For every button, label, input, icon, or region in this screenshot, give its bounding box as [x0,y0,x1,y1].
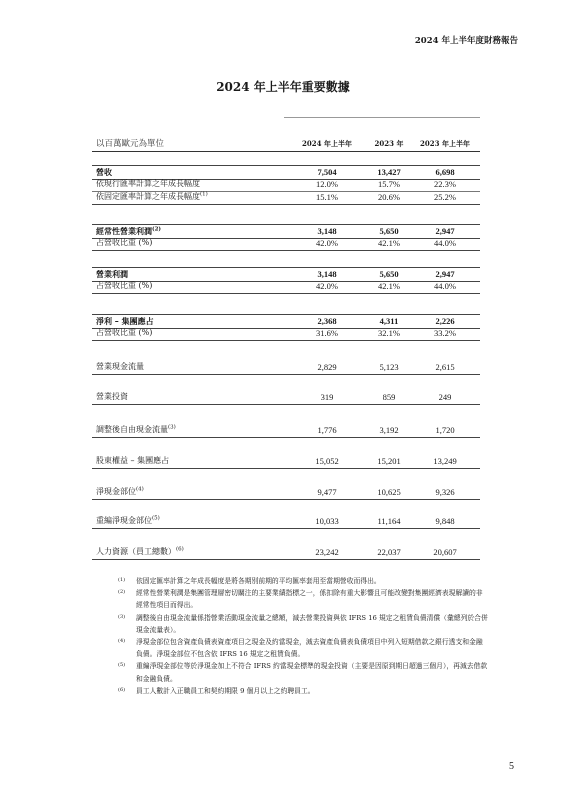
value-h1-2024: 12.0% [316,179,338,189]
footnote-text: 重編淨現金部位等於淨現金加上不符合 IFRS 約當現金標準的現金投資（主要是因原到期日超過三個月），再減去借款和金融負債。 [136,662,488,683]
value-h1-2023: 44.0% [434,281,456,291]
value-h1-2024: 10,033 [315,516,339,526]
footnote-text: 經常性營業利潤是集團管理層密切關注的主要業績指標之一，係扣除有重大影響且可能改變對集團經濟表現解讀的非經常性項目而得出。 [136,589,483,610]
table-row [92,391,480,405]
value-h1-2024: 2,829 [317,362,337,372]
table-row [92,178,480,192]
value-h1-2024: 42.0% [316,238,338,248]
value-fy-2023: 22,037 [377,547,401,557]
value-h1-2023: 9,326 [435,487,455,497]
table-row [92,486,480,500]
column-header-h1-2023: 2023 年上半年 [420,139,470,148]
column-header-h1-2024: 2024 年上半年 [302,139,352,148]
row-label-text: 股東權益 – 集團應占 [96,456,170,465]
row-label-text: 營業投資 [96,392,128,401]
table-row [92,424,480,438]
row-label [96,225,161,238]
row-note-marker: (3) [168,424,176,431]
value-fy-2023: 15.7% [378,179,400,189]
table-row [92,191,480,205]
row-label-text: 調整後自由現金流量 [96,425,168,434]
row-label [96,315,154,328]
row-label-text: 營業現金流量 [96,362,144,371]
value-h1-2023: 33.2% [434,328,456,338]
value-fy-2023: 4,311 [379,316,399,326]
footnotes [118,575,488,697]
value-h1-2023: 6,698 [435,167,455,177]
value-h1-2024: 2,368 [317,316,337,326]
row-label-text: 占營收比重 (%) [96,328,153,337]
row-label-text: 營業利潤 [96,269,128,279]
row-note-marker: (4) [136,486,144,493]
value-h1-2024: 7,504 [317,167,337,177]
value-fy-2023: 5,650 [379,269,399,279]
page-title: 2024 年上半年重要數據 [216,80,350,94]
footnote-marker: (6) [118,686,126,693]
value-fy-2023: 11,164 [377,516,401,526]
table-row [92,361,480,375]
row-label [96,166,112,179]
value-fy-2023: 32.1% [378,328,400,338]
table-row [92,515,480,529]
row-label [96,178,200,191]
unit-label: 以百萬歐元為單位 [96,139,165,149]
footnote-marker: (4) [118,638,126,645]
row-label [96,546,184,559]
footnote-text: 員工人數計入正職員工和契約期限 9 個月以上之約聘員工。 [136,686,315,695]
value-fy-2023: 5,123 [379,362,399,372]
row-label-text: 淨現金部位 [96,487,136,496]
table-row [92,237,480,251]
value-h1-2024: 1,776 [317,425,337,435]
footnote-marker: (3) [118,613,126,620]
row-label [96,391,128,404]
value-fy-2023: 3,192 [379,425,399,435]
value-h1-2024: 31.6% [316,328,338,338]
row-label-text: 淨利 – 集團應占 [96,316,154,326]
footnote [118,636,488,660]
footnote-marker: (2) [118,589,126,596]
table-row [92,280,480,294]
row-label [96,237,152,250]
value-fy-2023: 15,201 [377,456,401,466]
value-fy-2023: 42.1% [378,238,400,248]
value-h1-2024: 3,148 [317,226,337,236]
column-header-fy-2023: 2023 年 [374,139,404,148]
footnote-marker: (1) [118,577,126,583]
footnote-marker: (5) [118,662,126,669]
value-h1-2023: 2,226 [435,316,455,326]
title-divider [284,117,480,118]
footnote-text: 淨現金部位包含資產負債表資產項目之現金及約當現金，減去資產負債表負債項目中列入短期借款之銀行透支和金融負債。淨現金部位不包含依 IFRS 16 規定之租賃負債。 [136,638,483,659]
row-label [96,486,144,499]
footnote [118,575,488,587]
value-h1-2023: 2,947 [435,269,455,279]
footnote [118,612,488,636]
value-h1-2024: 15,052 [315,456,339,466]
value-h1-2024: 3,148 [317,269,337,279]
value-fy-2023: 859 [382,392,396,402]
row-label [96,268,128,281]
page-number: 5 [509,761,514,772]
value-h1-2023: 1,720 [435,425,455,435]
row-label-text: 人力資源（員工總數） [96,547,176,556]
row-label-text: 依固定匯率計算之年成長幅度 [96,192,200,201]
row-note-marker: (2) [152,226,162,233]
table-row [92,327,480,341]
value-h1-2024: 15.1% [316,192,338,202]
row-note-marker: (5) [152,515,160,522]
value-h1-2023: 13,249 [433,456,457,466]
value-h1-2023: 2,947 [435,226,455,236]
footnote [118,660,488,684]
value-h1-2023: 249 [438,392,452,402]
value-fy-2023: 13,427 [377,167,401,177]
row-label-text: 占營收比重 (%) [96,238,153,247]
value-fy-2023: 20.6% [378,192,400,202]
value-h1-2023: 22.3% [434,179,456,189]
value-h1-2023: 25.2% [434,192,456,202]
footnote [118,587,488,611]
row-label [96,424,176,437]
value-h1-2024: 42.0% [316,281,338,291]
value-h1-2024: 319 [320,392,334,402]
value-fy-2023: 5,650 [379,226,399,236]
row-label [96,327,152,340]
row-note-marker: (1) [200,191,208,198]
value-fy-2023: 10,625 [377,487,401,497]
report-header-title: 2024 年上半年度財務報告 [414,36,518,46]
row-label-text: 經常性營業利潤 [96,226,152,236]
row-label [96,191,208,204]
row-label [96,361,144,374]
value-h1-2023: 9,848 [435,516,455,526]
table-row [92,546,480,560]
value-h1-2023: 20,607 [433,547,457,557]
row-label [96,455,169,468]
row-label [96,280,152,293]
footnote [118,685,488,697]
value-h1-2024: 23,242 [315,547,339,557]
row-label-text: 占營收比重 (%) [96,281,153,290]
value-h1-2023: 2,615 [435,362,455,372]
row-label-text: 依現行匯率計算之年成長幅度 [96,179,200,188]
value-fy-2023: 42.1% [378,281,400,291]
footnote-text: 依固定匯率計算之年成長幅度是將各期別前期的平均匯率套用至當期營收而得出。 [136,577,381,585]
value-h1-2023: 44.0% [434,238,456,248]
value-h1-2024: 9,477 [317,487,337,497]
row-label [96,515,160,528]
row-note-marker: (6) [176,546,184,553]
footnote-text: 調整後自由現金流量係指營業活動現金流量之總額，減去營業投資與依 IFRS 16 規定之租賃負債清償（彙總列於合併現金流量表）。 [136,613,488,634]
table-header-row [92,133,480,152]
table-row [92,455,480,469]
row-label-text: 營收 [96,167,112,177]
row-label-text: 重編淨現金部位 [96,516,152,525]
